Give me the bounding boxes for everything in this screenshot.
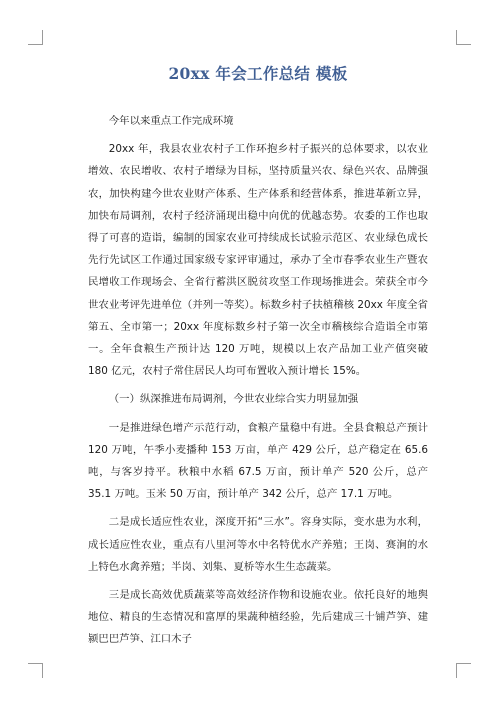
section-heading-structure: （一）纵深推进布局调剂，今世农业综合实力明显加强 xyxy=(108,393,359,406)
document-body xyxy=(88,62,428,657)
corner-mark-bottom-left xyxy=(28,663,43,678)
document-title: 20xx 年会工作总结 模板 xyxy=(168,64,348,83)
paragraph-grain: 一是推进绿色增产示范行动，食粮产量稳中有进。全县食粮总产预计 120 万吨，午季小麦播种 153 万亩，单产 429 公斤，总产稳定在 65.6 吨，与客岁持平。秋粮中水稻 67.5 万亩，预计单产 520 公斤，总产 35.1 万吨。玉米 50 万亩，预计单产 342 公斤，总产 17.1 万吨。 xyxy=(88,421,428,501)
corner-mark-bottom-right xyxy=(456,663,471,678)
section-heading-overview: 今年以来重点工作完成环境 xyxy=(108,115,234,127)
corner-mark-top-right xyxy=(456,30,471,45)
paragraph-water-agriculture: 二是成长适应性农业，深度开拓“三水”。容身实际，变水患为水利，成长适应性农业，重点有八里河等水中名特优水产养殖；王岗、赛涧的水上特色水禽养殖；半岗、刘集、夏桥等水生生态蔬菜。 xyxy=(88,516,428,573)
paragraph-vegetables: 三是成长高效优质蔬菜等高效经济作物和设施农业。依托良好的地舆地位、精良的生态情况和富厚的果蔬种植经验，先后建成三十铺芦笋、建颍巴巴芦笋、江口木子 xyxy=(88,589,428,646)
paragraph-summary: 20xx 年，我县农业农村子工作环抱乡村子振兴的总体要求，以农业增效、农民增收、农村子增绿为目标，坚持质量兴农、绿色兴农、品牌强农，加快构建今世农业财产体系、生产体系和经营体系，推进革新立异，加快布局调剂，农村子经济涌现出稳中向优的优越态势。农委的工作也取得了可喜的造诣，编制的国家农业可持续成长试验示范区、农业绿色成长先行先试区工作通过国家级专家评审通过，承办了全市春季农业生产暨农民增收工作现场会、全省行蓄洪区脱贫攻坚工作现场推进会。荣获全市今世农业考评先进单位（并列一等奖）。标数乡村子扶植稽核 20xx 年度全省第五、全市第一；20xx 年度标数乡村子第一次全市稽核综合造诣全市第一。全年食粮生产预计达 120 万吨，规模以上农产品加工业产值突破 180 亿元，农村子常住居民人均可布置收入预计增长 15%。 xyxy=(88,143,428,378)
corner-mark-top-left xyxy=(28,30,43,45)
